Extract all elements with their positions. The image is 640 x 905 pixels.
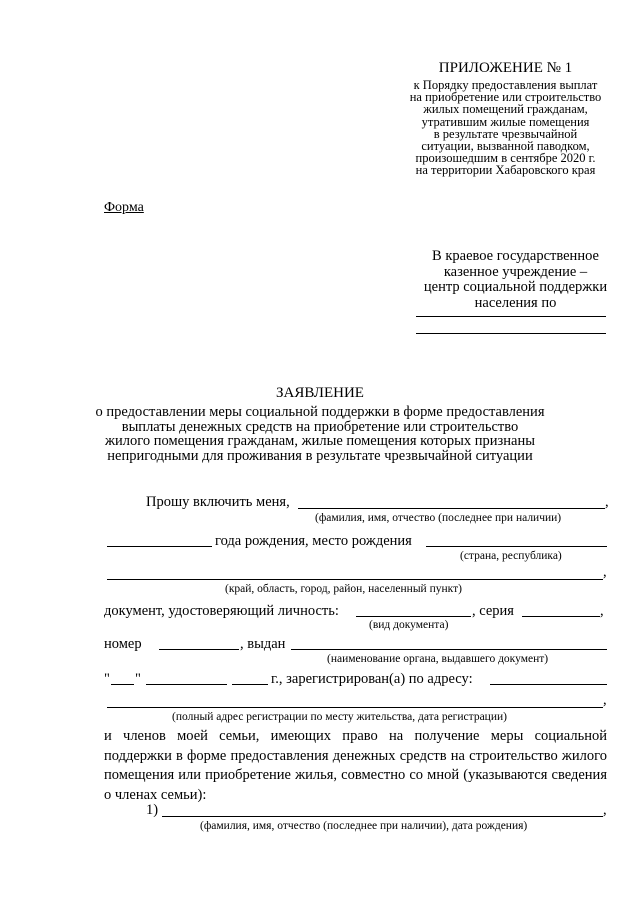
addressee-line: казенное учреждение – [443,263,588,280]
statement-subtitle [80,405,560,463]
family-item-caption: (фамилия, имя, отчество (последнее при наличии), дата рождения) [200,820,528,832]
addressee-block [408,249,623,311]
issuer-line[interactable] [291,649,607,650]
subtitle-line: непригодными для проживания в результате чрезвычайной ситуации [107,447,533,464]
region-caption: (край, область, город, район, населенный пункт) [225,583,462,595]
subtitle-line: о предоставлении меры социальной поддержки в форме предоставления [95,404,545,420]
family-paragraph: и членов моей семьи, имеющих право на получение меры социальной поддержки в форме предоставления денежных средств на строительство жилого помещения или приобретение жилья, совместно со мной (указываются сведения о членах семьи): [104,728,607,803]
comma: , [600,603,604,619]
appendix-line: на приобретение или строительство [409,90,602,105]
addressee-blank-line-2[interactable] [416,333,606,334]
addressee-line: населения по [474,294,557,311]
appendix-line: произошедшим в сентябре 2020 г. [415,151,596,166]
appendix-block [398,59,613,177]
birthplace-region-line[interactable] [107,579,603,580]
birth-label: года рождения, место рождения [215,533,412,549]
appendix-line: утратившим жилые помещения [421,114,590,129]
statement-title-block [80,384,560,463]
address-line-2[interactable] [107,707,603,708]
addressee-line: В краевое государственное [432,248,599,264]
date-quote-close: " [135,671,141,687]
fio-caption: (фамилия, имя, отчество (последнее при наличии) [315,512,562,524]
comma: , [603,802,607,818]
form-label: Форма [104,200,144,215]
birthplace-country-line[interactable] [426,546,607,547]
appendix-line: в результате чрезвычайной [433,126,578,141]
fio-line[interactable] [298,508,605,509]
appendix-title: ПРИЛОЖЕНИЕ № 1 [438,60,573,76]
series-line[interactable] [522,616,600,617]
subtitle-line: выплаты денежных средств на приобретение или строительство [121,418,519,435]
addressee-blank-line-1[interactable] [416,316,606,317]
doc-type-caption: (вид документа) [369,619,449,631]
family-member-line[interactable] [162,816,603,817]
number-label: номер [104,636,142,652]
country-caption: (страна, республика) [460,550,562,562]
date-quote-open: " [104,671,110,687]
year-line[interactable] [232,684,268,685]
day-line[interactable] [111,684,134,685]
comma: , [603,564,607,580]
issued-label: , выдан [240,636,286,652]
birth-year-line[interactable] [107,546,212,547]
comma: , [603,692,607,708]
family-item-number: 1) [146,802,159,818]
address-line-1[interactable] [490,684,607,685]
issuer-caption: (наименование органа, выдавшего документ) [327,653,549,665]
registered-label: г., зарегистрирован(а) по адресу: [271,671,473,687]
subtitle-line: жилого помещения гражданам, жилые помещения которых признаны [105,433,535,450]
number-line[interactable] [159,649,239,650]
request-label: Прошу включить меня, [146,494,290,510]
appendix-line: ситуации, вызванной паводком, [421,139,590,154]
series-label: , серия [472,603,514,619]
appendix-text [398,79,613,177]
appendix-line: жилых помещений гражданам, [423,102,588,117]
doc-label: документ, удостоверяющий личность: [104,603,339,619]
month-line[interactable] [146,684,227,685]
appendix-line: на территории Хабаровского края [415,163,596,178]
address-caption: (полный адрес регистрации по месту жительства, дата регистрации) [172,711,507,723]
comma: , [605,494,609,510]
statement-title: ЗАЯВЛЕНИЕ [276,385,364,401]
doc-type-line[interactable] [356,616,471,617]
appendix-line: к Порядку предоставления выплат [413,78,598,92]
addressee-line: центр социальной поддержки [423,279,608,295]
